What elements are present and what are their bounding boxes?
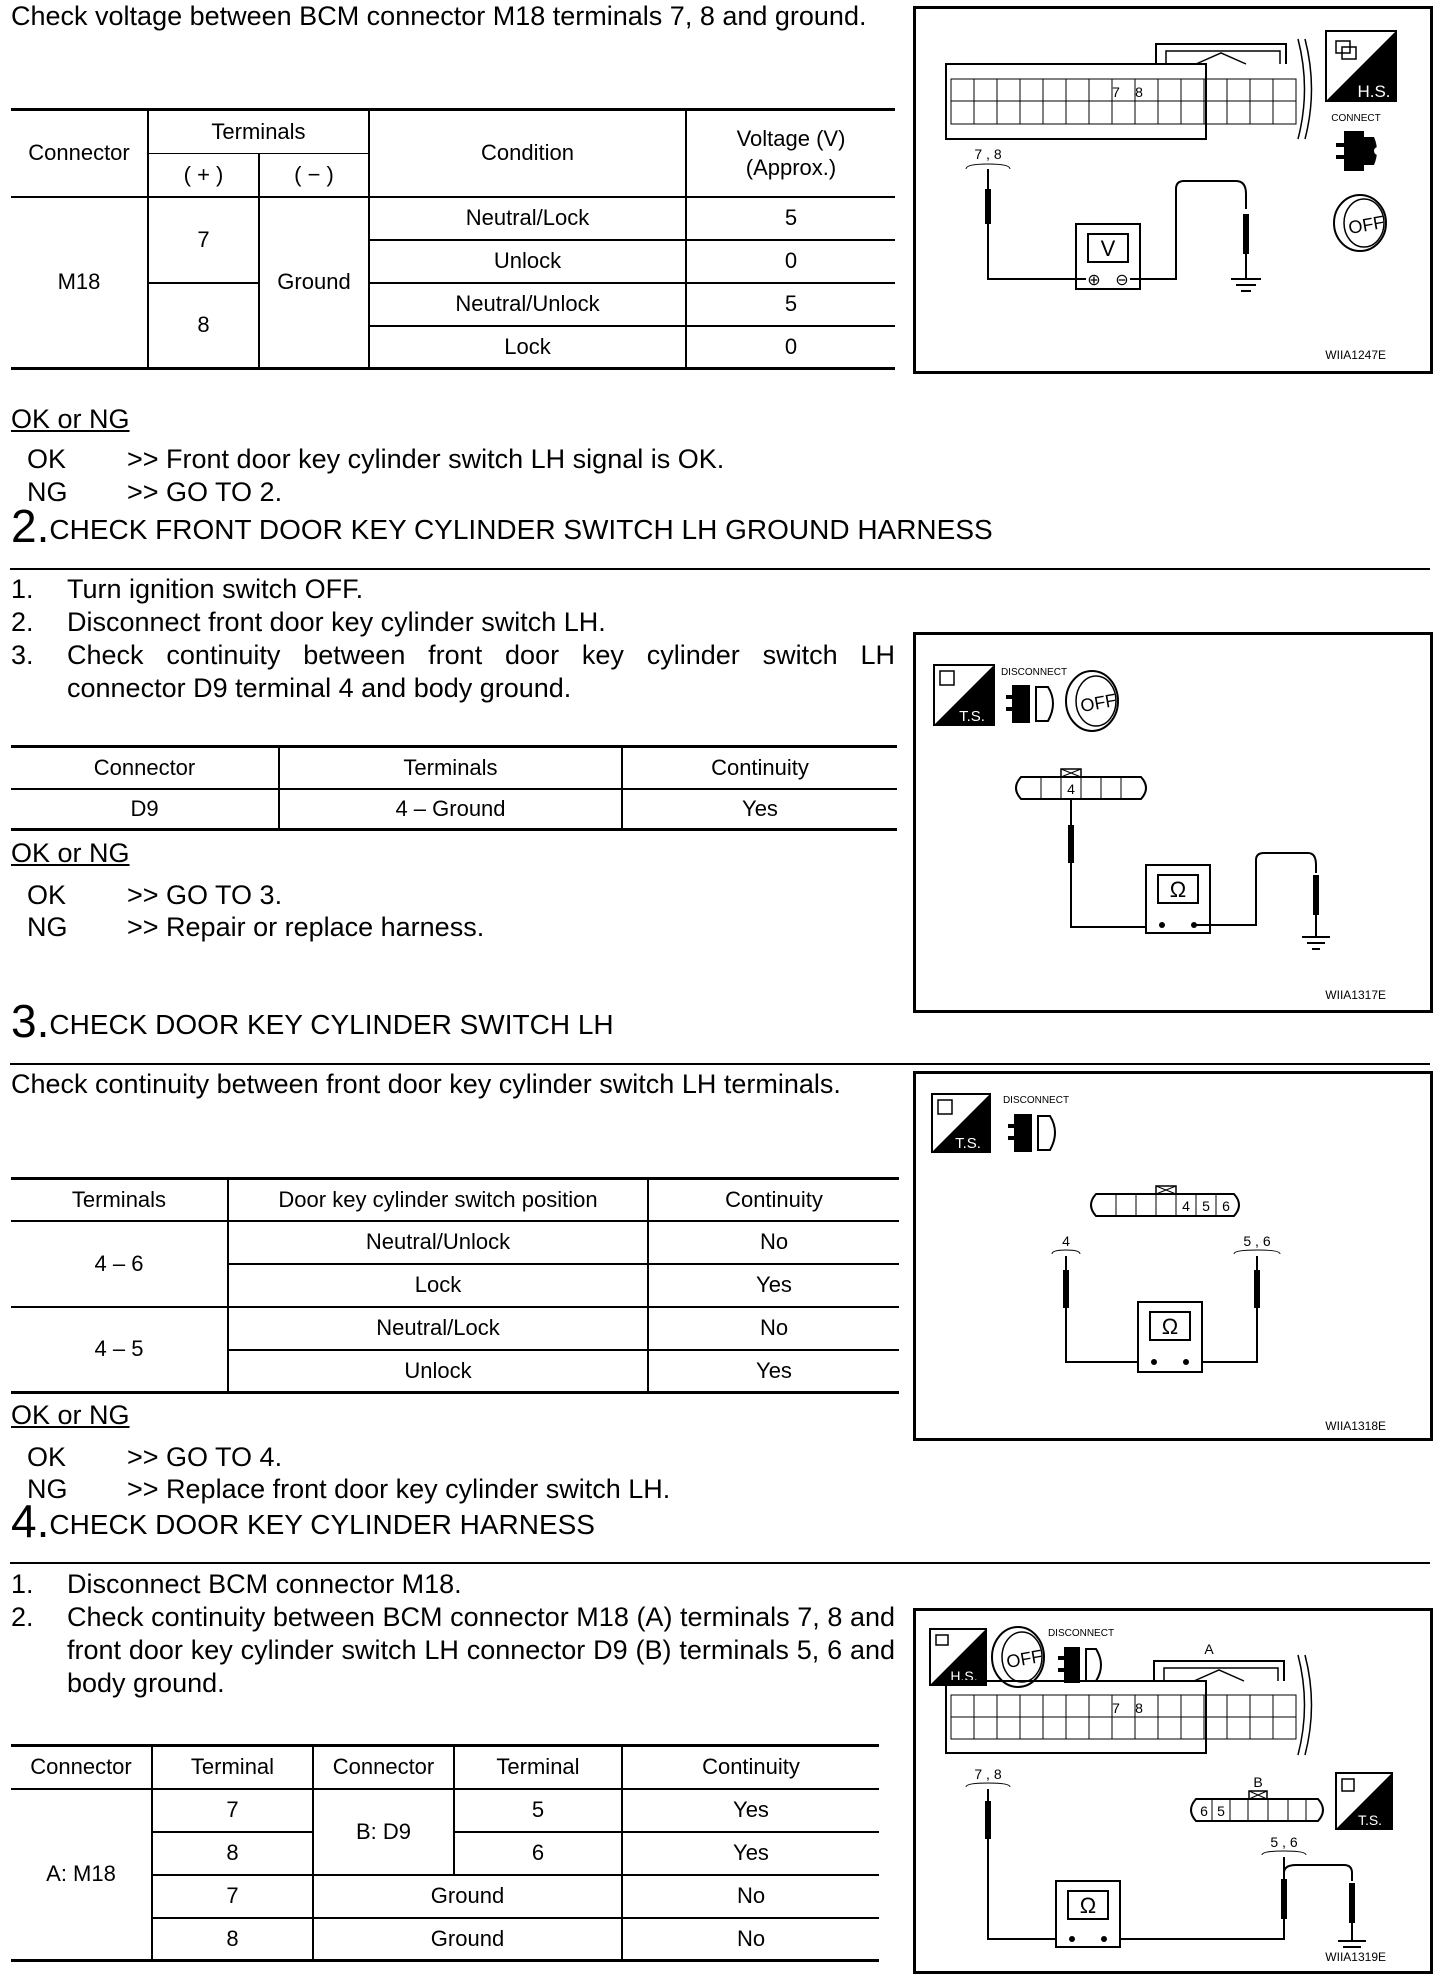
instruction-item: 1. Turn ignition switch OFF. <box>11 574 364 604</box>
hs-label: H.S. <box>950 1668 978 1684</box>
ignition-off-icon <box>992 1627 1044 1687</box>
off-label: OFF <box>1346 211 1386 238</box>
pin-label: 8 <box>1135 84 1143 100</box>
ng-text: >> Replace front door key cylinder switch LH. <box>127 1474 671 1504</box>
disconnect-icon <box>1006 685 1053 723</box>
col-header-continuity: Continuity <box>622 1746 879 1789</box>
voltmeter-label: V <box>1100 236 1116 261</box>
condition-cell: Neutral/Unlock <box>369 283 686 326</box>
instruction-item: 2. Disconnect front door key cylinder switch LH. <box>11 607 606 637</box>
terminal-cell: 7 <box>152 1789 313 1832</box>
step1-ok-line <box>27 443 927 475</box>
disconnect-icon <box>1008 1114 1055 1152</box>
connector-d9 <box>1091 1186 1239 1216</box>
figure-code: WIIA1247E <box>1325 348 1386 362</box>
ng-text: >> Repair or replace harness. <box>127 912 485 942</box>
col-header-position: Door key cylinder switch position <box>228 1179 648 1221</box>
ohmmeter-label: Ω <box>1079 1893 1097 1918</box>
figure-voltage-check <box>913 6 1433 374</box>
terminal-cell: 5 <box>454 1789 622 1832</box>
step2-ok-line <box>27 879 907 911</box>
ok-text: >> Front door key cylinder switch LH signal is OK. <box>127 444 725 474</box>
col-header-continuity: Continuity <box>648 1179 899 1221</box>
right-terminal-label: 5 , 6 <box>1243 1233 1271 1249</box>
ok-text: >> GO TO 4. <box>127 1442 283 1472</box>
voltage-cell: 0 <box>784 333 798 359</box>
disconnect-label: DISCONNECT <box>1002 1095 1070 1106</box>
step-number: 2. <box>11 500 50 552</box>
condition-cell: Unlock <box>369 240 686 283</box>
col-header-terminals: Terminals <box>11 1179 228 1221</box>
ok-key: OK <box>27 444 67 474</box>
terminals-cell: 4 – Ground <box>279 789 622 830</box>
pin-label: 6 <box>1200 1803 1208 1819</box>
step4-instructions <box>11 1568 895 1700</box>
connector-cell: M18 <box>11 197 148 369</box>
disconnect-label: DISCONNECT <box>1000 667 1068 678</box>
pin-label: 6 <box>1222 1198 1230 1214</box>
position-cell: Neutral/Unlock <box>228 1221 648 1264</box>
step1-voltage-table <box>11 108 895 370</box>
position-cell: Neutral/Lock <box>228 1307 648 1350</box>
ts-icon <box>1336 1773 1392 1829</box>
right-terminal-label: 5 , 6 <box>1270 1834 1298 1850</box>
col-header-connector-2: Connector <box>313 1746 454 1789</box>
step1-intro: Check voltage between BCM connector M18 terminals 7, 8 and ground. <box>11 1 867 31</box>
step2-instructions <box>11 573 895 705</box>
ts-label: T.S. <box>955 1135 981 1152</box>
ng-key: NG <box>27 912 68 942</box>
step4-continuity-table <box>11 1744 879 1962</box>
voltage-cell: 5 <box>686 283 895 326</box>
hs-icon <box>930 1629 986 1685</box>
continuity-cell: Yes <box>622 1832 879 1875</box>
position-cell: Lock <box>228 1264 648 1307</box>
disconnect-icon <box>1058 1647 1101 1683</box>
pin-label: 4 <box>1182 1198 1190 1214</box>
ts-icon <box>932 1094 990 1152</box>
step3-intro: Check continuity between front door key cylinder switch LH terminals. <box>11 1069 841 1099</box>
terminal-cell: 8 <box>152 1832 313 1875</box>
connector-a-label: A <box>1204 1641 1214 1657</box>
connector-d9 <box>1016 769 1146 799</box>
continuity-cell: Yes <box>756 1357 792 1383</box>
ohmmeter-label: Ω <box>1161 1314 1179 1339</box>
voltage-cell: 0 <box>686 240 895 283</box>
voltage-cell: 5 <box>686 197 895 240</box>
step-title: CHECK FRONT DOOR KEY CYLINDER SWITCH LH GROUND HARNESS <box>49 514 993 545</box>
ground-cell: Ground <box>313 1875 622 1918</box>
col-header-terminal-2: Terminal <box>454 1746 622 1789</box>
continuity-cell: No <box>622 1875 879 1918</box>
ok-text: >> GO TO 3. <box>127 880 283 910</box>
connector-cell: A: M18 <box>11 1789 152 1961</box>
terminal-cell: 6 <box>454 1832 622 1875</box>
instruction-item: 2. Check continuity between BCM connector M18 (A) terminals 7, 8 and front door key cylinder switch LH connector D9 (B) terminals 5, 6 and body ground. <box>11 1602 895 1698</box>
figure-code: WIIA1319E <box>1325 1950 1386 1964</box>
continuity-cell: No <box>648 1221 899 1264</box>
pin-label: 5 <box>1217 1803 1225 1819</box>
col-header-connector: Connector <box>11 110 148 197</box>
pin-label: 8 <box>1135 1700 1143 1716</box>
step3-divider <box>10 1063 1430 1065</box>
step2-divider <box>10 568 1430 570</box>
col-header-terminal: Terminal <box>152 1746 313 1789</box>
connect-label: CONNECT <box>1331 113 1381 124</box>
terminal-cell: 8 <box>152 1918 313 1961</box>
hs-icon <box>1326 31 1396 101</box>
step2-continuity-table <box>11 745 897 831</box>
col-header-terminals: Terminals <box>148 110 369 154</box>
terminal-cell: 7 <box>148 197 259 283</box>
step3-ok-line <box>27 1441 907 1473</box>
col-header-connector: Connector <box>11 747 279 789</box>
step2-okng-label: OK or NG <box>11 838 130 868</box>
condition-cell: Neutral/Lock <box>369 197 686 240</box>
connector-d9 <box>1191 1791 1323 1821</box>
pin-label: 4 <box>1067 781 1075 797</box>
continuity-cell: Yes <box>648 1264 899 1307</box>
connect-icon <box>1336 131 1382 171</box>
figure-code: WIIA1318E <box>1325 1419 1386 1433</box>
step1-okng-label: OK or NG <box>11 404 130 434</box>
ts-icon <box>934 665 994 725</box>
col-header-connector: Connector <box>11 1746 152 1789</box>
terminal-label: 7 , 8 <box>974 146 1002 162</box>
continuity-cell: Yes <box>742 795 778 821</box>
col-header-condition: Condition <box>369 110 686 197</box>
terminal-cell: 7 <box>152 1875 313 1918</box>
position-cell: Unlock <box>228 1350 648 1393</box>
ignition-off-icon <box>1066 671 1118 731</box>
figure-ground-harness <box>913 632 1433 1013</box>
condition-cell: Lock <box>369 326 686 369</box>
ng-text: >> GO TO 2. <box>127 477 283 507</box>
pin-label: 7 <box>1112 1700 1120 1716</box>
step-number: 3. <box>11 995 50 1047</box>
continuity-cell: No <box>736 1925 766 1951</box>
col-header-terminals: Terminals <box>279 747 622 789</box>
step3-okng-label: OK or NG <box>11 1400 130 1430</box>
ok-key: OK <box>27 1442 67 1472</box>
continuity-cell: Yes <box>622 1789 879 1832</box>
figure-code: WIIA1317E <box>1325 988 1386 1002</box>
step2-heading <box>11 500 1431 552</box>
ts-label: T.S. <box>959 708 985 725</box>
step4-divider <box>10 1562 1430 1564</box>
instruction-item: 1. Disconnect BCM connector M18. <box>11 1569 462 1599</box>
instruction-item: 3. Check continuity between front door key cylinder switch LH connector D9 terminal 4 and body ground. <box>11 640 895 703</box>
left-terminal-label: 7 , 8 <box>974 1766 1002 1782</box>
disconnect-label: DISCONNECT <box>1047 1628 1115 1639</box>
ts-label: T.S. <box>1357 1812 1383 1828</box>
ohmmeter-label: Ω <box>1169 877 1187 902</box>
step2-ng-line <box>27 911 907 943</box>
step1-ng-line <box>27 476 927 508</box>
step4-heading <box>11 1495 1431 1547</box>
ng-key: NG <box>27 1474 68 1504</box>
ignition-off-icon <box>1334 195 1386 251</box>
col-header-minus: ( − ) <box>259 154 369 197</box>
step-title: CHECK DOOR KEY CYLINDER SWITCH LH <box>49 1009 614 1040</box>
off-label: OFF <box>1078 689 1118 716</box>
hs-label: H.S. <box>1357 82 1391 101</box>
terminals-cell: 4 – 5 <box>11 1307 228 1393</box>
terminal-cell: 8 <box>148 283 259 369</box>
figure-switch-continuity <box>913 1071 1433 1441</box>
connector-b-label: B <box>1253 1774 1263 1790</box>
pin-label: 7 <box>1112 84 1120 100</box>
terminals-cell: 4 – 6 <box>11 1221 228 1307</box>
minus-terminal: ⊖ <box>1115 272 1129 289</box>
col-header-continuity: Continuity <box>622 747 897 789</box>
step-number: 4. <box>11 1495 50 1547</box>
pin-label: 5 <box>1202 1198 1210 1214</box>
ground-cell: Ground <box>259 197 369 369</box>
step3-continuity-table <box>11 1177 899 1394</box>
ground-cell: Ground <box>313 1918 622 1961</box>
ng-key: NG <box>27 477 68 507</box>
continuity-cell: No <box>648 1307 899 1350</box>
left-terminal-label: 4 <box>1062 1233 1070 1249</box>
connector-cell: D9 <box>11 789 279 830</box>
col-header-plus: ( + ) <box>148 154 259 197</box>
figure-harness-check <box>913 1608 1433 1974</box>
col-header-voltage: Voltage (V) (Approx.) <box>686 110 895 197</box>
connector-cell: B: D9 <box>313 1789 454 1875</box>
off-label: OFF <box>1004 1645 1044 1672</box>
ok-key: OK <box>27 880 67 910</box>
step-title: CHECK DOOR KEY CYLINDER HARNESS <box>49 1509 595 1540</box>
plus-terminal: ⊕ <box>1087 272 1101 289</box>
